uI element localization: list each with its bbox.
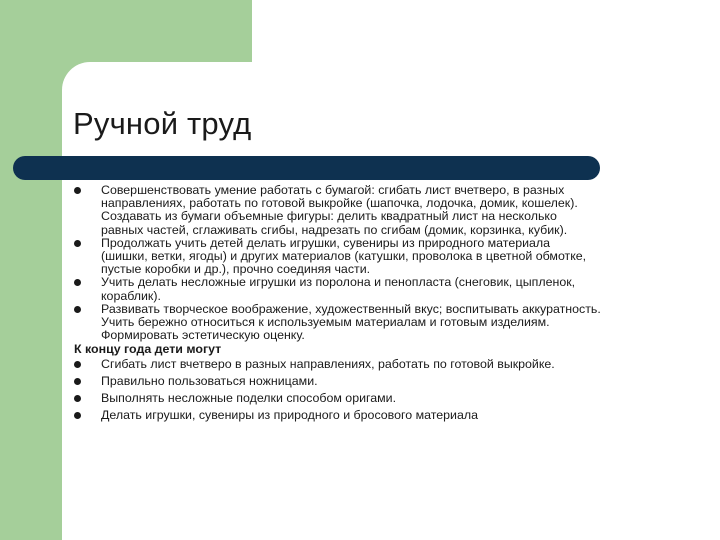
bullet-dot-icon bbox=[74, 187, 81, 194]
list-item bbox=[74, 303, 674, 343]
list-item-text: Сгибать лист вчетверо в разных направлениях, работать по готовой выкройке. bbox=[101, 356, 555, 371]
bullet-list-outcomes bbox=[74, 358, 674, 423]
list-item bbox=[74, 375, 674, 388]
section-heading: К концу года дети могут bbox=[74, 342, 222, 357]
list-item-text: Совершенствовать умение работать с бумагой: сгибать лист вчетверо, в разных направлениях, работать по готовой выкройке (шапочка, лодочка, домик, кошелек). Создавать из бумаги объемные фигуры: делить квадратный лист на несколько равных частей, сглаживать сгибы, надрезать по сгибам (домик, корзинка, кубик). bbox=[101, 183, 578, 237]
list-item-text: Делать игрушки, сувениры из природного и бросового материала bbox=[101, 408, 478, 423]
list-item-text: Развивать творческое воображение, художественный вкус; воспитывать аккуратность. Учить бережно относиться к используемым материалам и готовым изделиям. Формировать эстетическую оценку. bbox=[101, 301, 601, 343]
list-item bbox=[74, 276, 674, 302]
bullet-list-goals bbox=[74, 184, 674, 342]
list-item-text: Выполнять несложные поделки способом оригами. bbox=[101, 391, 397, 406]
list-item-text: Продолжать учить детей делать игрушки, сувениры из природного материала (шишки, ветки, ягоды) и других материалов (катушки, проволока в цветной обмотке, пустые коробки и др.), прочно соединяя части. bbox=[101, 235, 587, 277]
list-item bbox=[74, 392, 674, 405]
bullet-dot-icon bbox=[74, 279, 81, 286]
bullet-dot-icon bbox=[74, 306, 81, 313]
list-item bbox=[74, 358, 674, 371]
list-item bbox=[74, 237, 674, 277]
bullet-dot-icon bbox=[74, 412, 81, 419]
slide-content bbox=[74, 184, 674, 426]
slide-title: Ручной труд bbox=[73, 106, 252, 141]
bullet-dot-icon bbox=[74, 395, 81, 402]
list-item bbox=[74, 184, 674, 237]
list-item bbox=[74, 409, 674, 422]
bullet-dot-icon bbox=[74, 378, 81, 385]
bullet-dot-icon bbox=[74, 240, 81, 247]
decor-green-strip-left bbox=[0, 0, 62, 540]
list-item-text: Правильно пользоваться ножницами. bbox=[101, 373, 318, 388]
list-item-text: Учить делать несложные игрушки из поролона и пенопласта (снеговик, цыпленок, кораблик). bbox=[101, 275, 576, 303]
bullet-dot-icon bbox=[74, 361, 81, 368]
title-underline-bar bbox=[13, 156, 600, 180]
